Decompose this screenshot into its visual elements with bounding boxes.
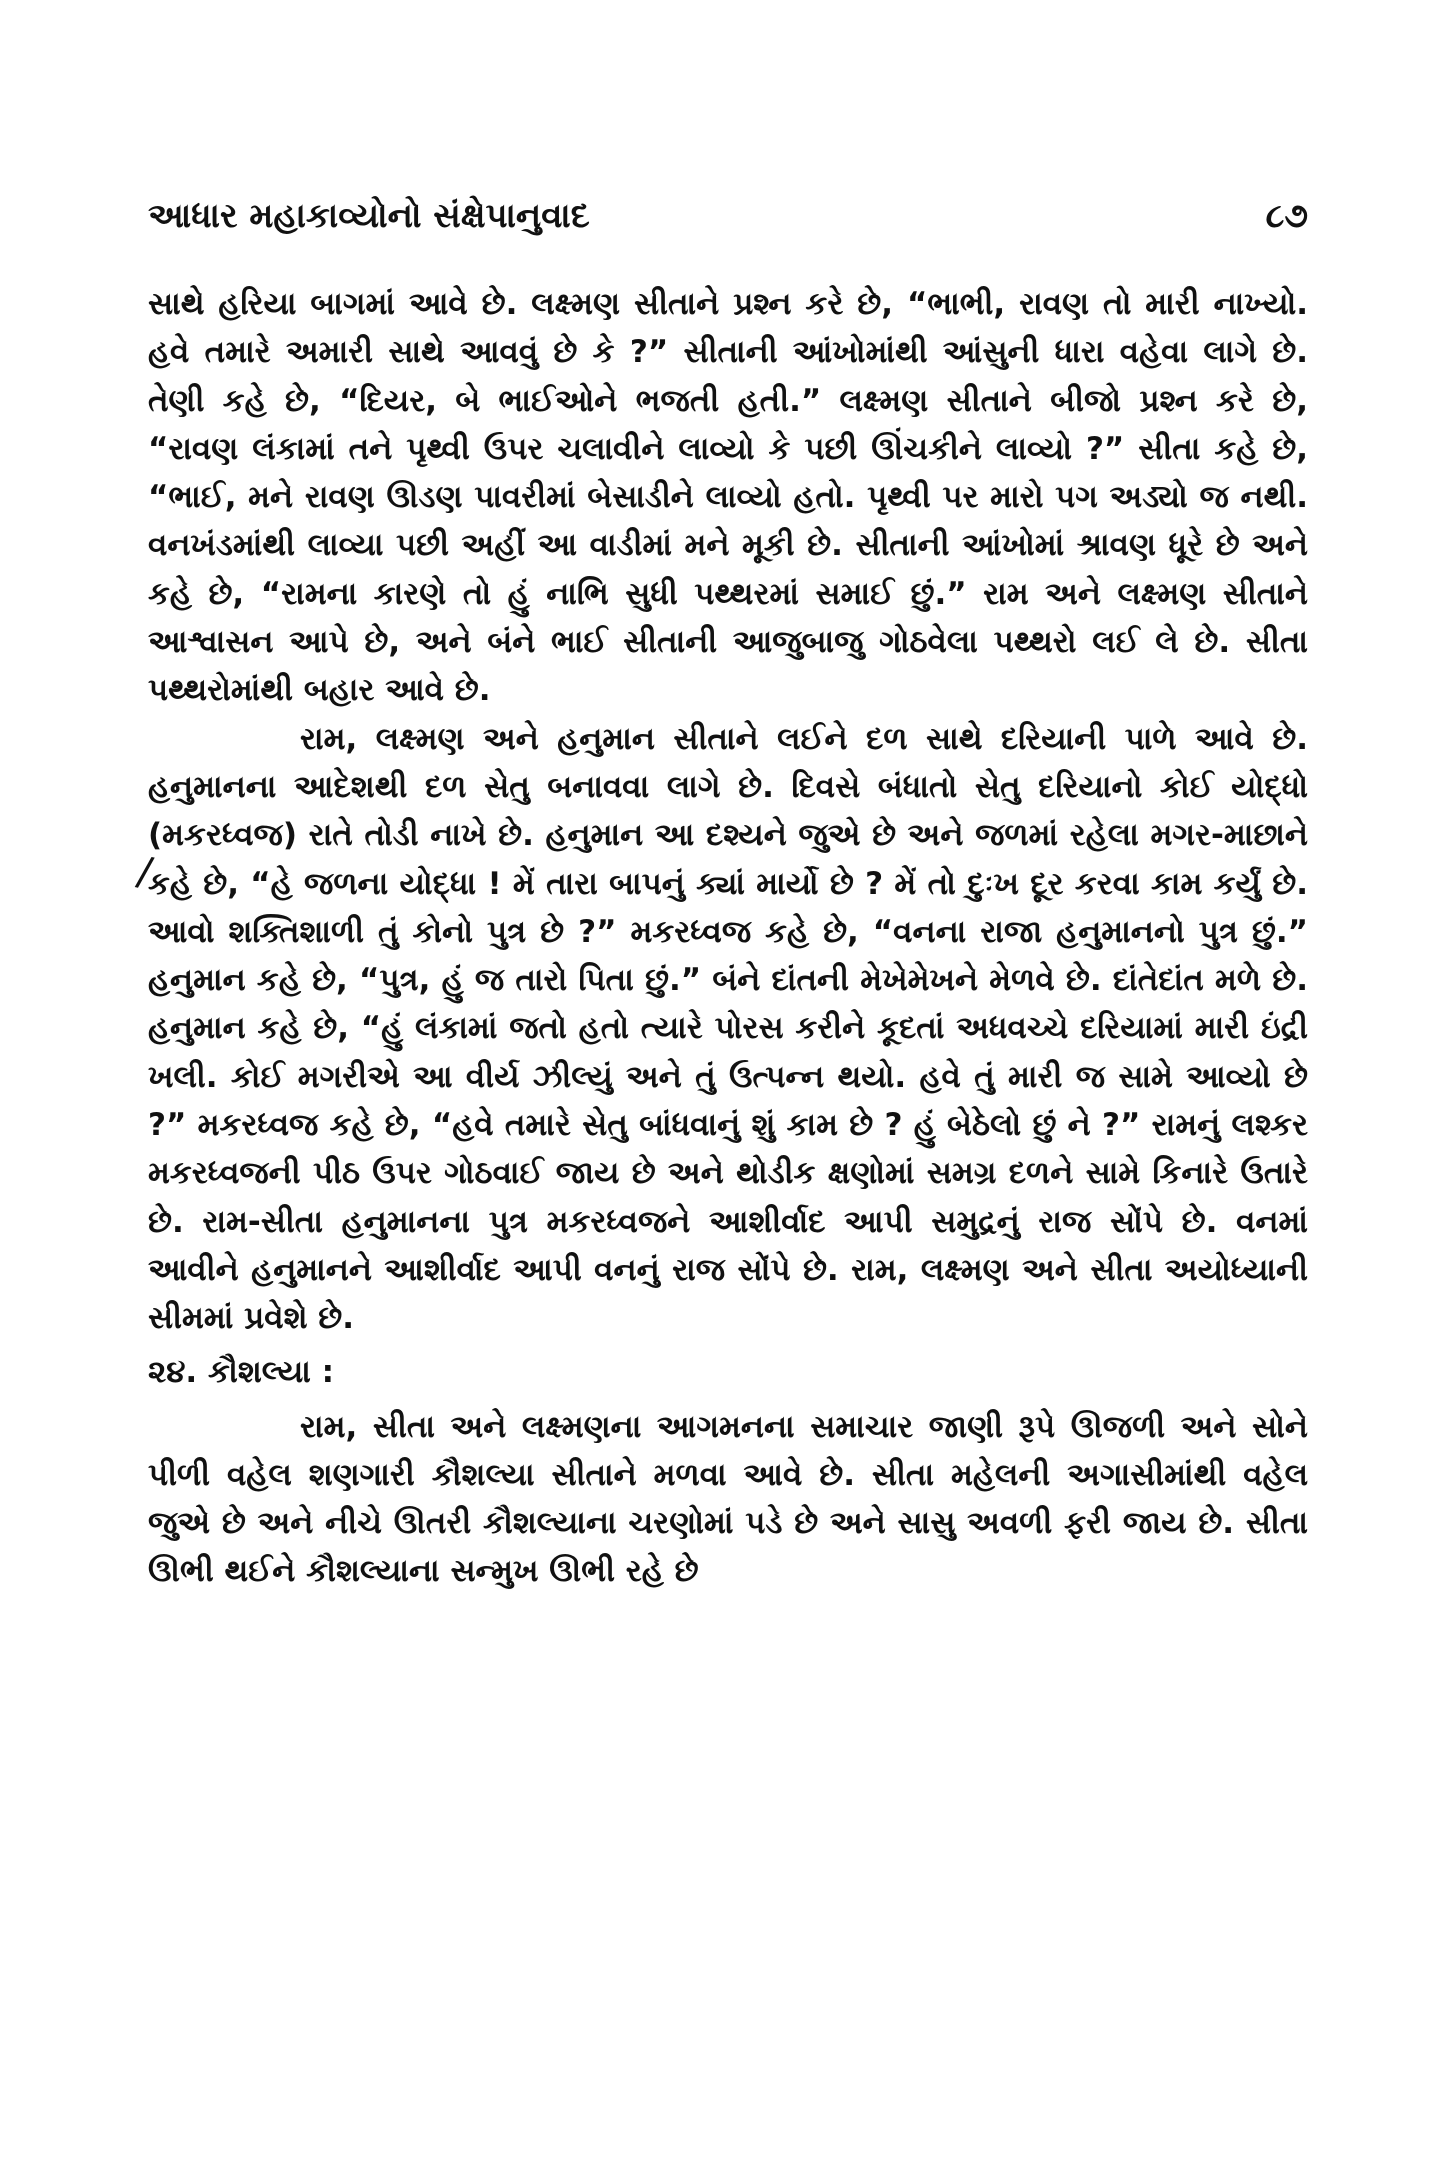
section-heading: ૨૪. કૌશલ્યા : (148, 1353, 335, 1390)
margin-mark: / (133, 848, 157, 896)
paragraph-3: રામ, સીતા અને લક્ષ્મણના આગમનના સમાચાર જાણી રૂપે ઊજળી અને સોને પીળી વહેલ શણગારી કૌશલ્યા સીતાને મળવા આવે છે. સીતા મહેલની અગાસીમાંથી વહેલ જુએ છે અને નીચે ઊતરી કૌશલ્યાના ચરણોમાં પડે છે અને સાસુ અવળી ફરી જાય છે. સીતા ઊભી થઈને કૌશલ્યાના સન્મુખ ઊભી રહે છે (148, 1408, 1308, 1590)
body-text (148, 280, 1308, 1596)
page-number: ૮૭ (1265, 196, 1308, 236)
running-title: આધાર મહાકાવ્યોનો સંક્ષેપાનુવાદ (148, 196, 590, 236)
running-header (148, 188, 1308, 244)
paragraph-1: સાથે હરિયા બાગમાં આવે છે. લક્ષ્મણ સીતાને પ્રશ્ન કરે છે, “ભાભી, રાવણ તો મારી નાખ્યો. હવે તમારે અમારી સાથે આવવું છે કે ?” સીતાની આંખોમાંથી આંસુની ધારા વહેવા લાગે છે. તેણી કહે છે, “દિયર, બે ભાઈઓને ભજતી હતી.” લક્ષ્મણ સીતાને બીજો પ્રશ્ન કરે છે, “રાવણ લંકામાં તને પૃથ્વી ઉપર ચલાવીને લાવ્યો કે પછી ઊંચકીને લાવ્યો ?” સીતા કહે છે, “ભાઈ, મને રાવણ ઊડણ પાવરીમાં બેસાડીને લાવ્યો હતો. પૃથ્વી પર મારો પગ અડ્યો જ નથી. વનખંડમાંથી લાવ્યા પછી અહીં આ વાડીમાં મને મૂકી છે. સીતાની આંખોમાં શ્રાવણ ધૂરે છે અને કહે છે, “રામના કારણે તો હું નાભિ સુધી પથ્થરમાં સમાઈ છું.” રામ અને લક્ષ્મણ સીતાને આશ્વાસન આપે છે, અને બંને ભાઈ સીતાની આજુબાજુ ગોઠવેલા પથ્થરો લઈ લે છે. સીતા પથ્થરોમાંથી બહાર આવે છે. (148, 286, 1308, 709)
paragraph-2: રામ, લક્ષ્મણ અને હનુમાન સીતાને લઈને દળ સાથે દરિયાની પાળે આવે છે. હનુમાનના આદેશથી દળ સેતુ બનાવવા લાગે છે. દિવસે બંધાતો સેતુ દરિયાનો કોઈ યોદ્ધો (મકરધ્વજ) રાતે તોડી નાખે છે. હનુમાન આ દશ્યને જુએ છે અને જળમાં રહેલા મગર-માછાને કહે છે, “હે જળના યોદ્ધા ! મેં તારા બાપનું ક્યાં માર્યો છે ? મેં તો દુઃખ દૂર કરવા કામ કર્યું છે. આવો શક્તિશાળી તું કોનો પુત્ર છે ?” મકરધ્વજ કહે છે, “વનના રાજા હનુમાનનો પુત્ર છું.” હનુમાન કહે છે, “પુત્ર, હું જ તારો પિતા છું.” બંને દાંતની મેખેમેખને મેળવે છે. દાંતેદાંત મળે છે. હનુમાન કહે છે, “હું લંકામાં જતો હતો ત્યારે પોરસ કરીને કૂદતાં અધવચ્ચે દરિયામાં મારી ઇંદ્રી ખલી. કોઈ મગરીએ આ વીર્ય ઝીલ્યું અને તું ઉત્પન્ન થયો. હવે તું મારી જ સામે આવ્યો છે ?” મકરધ્વજ કહે છે, “હવે તમારે સેતુ બાંધવાનું શું કામ છે ? હું બેઠેલો છું ને ?” રામનું લશ્કર મકરધ્વજની પીઠ ઉપર ગોઠવાઈ જાય છે અને થોડીક ક્ષણોમાં સમગ્ર દળને સામે કિનારે ઉતારે છે. રામ-સીતા હનુમાનના પુત્ર મકરધ્વજને આશીર્વાદ આપી સમુદ્રનું રાજ સોંપે છે. વનમાં આવીને હનુમાનને આશીર્વાદ આપી વનનું રાજ સોંપે છે. રામ, લક્ષ્મણ અને સીતા અયોધ્યાની સીમમાં પ્રવેશે છે. (148, 720, 1308, 1337)
